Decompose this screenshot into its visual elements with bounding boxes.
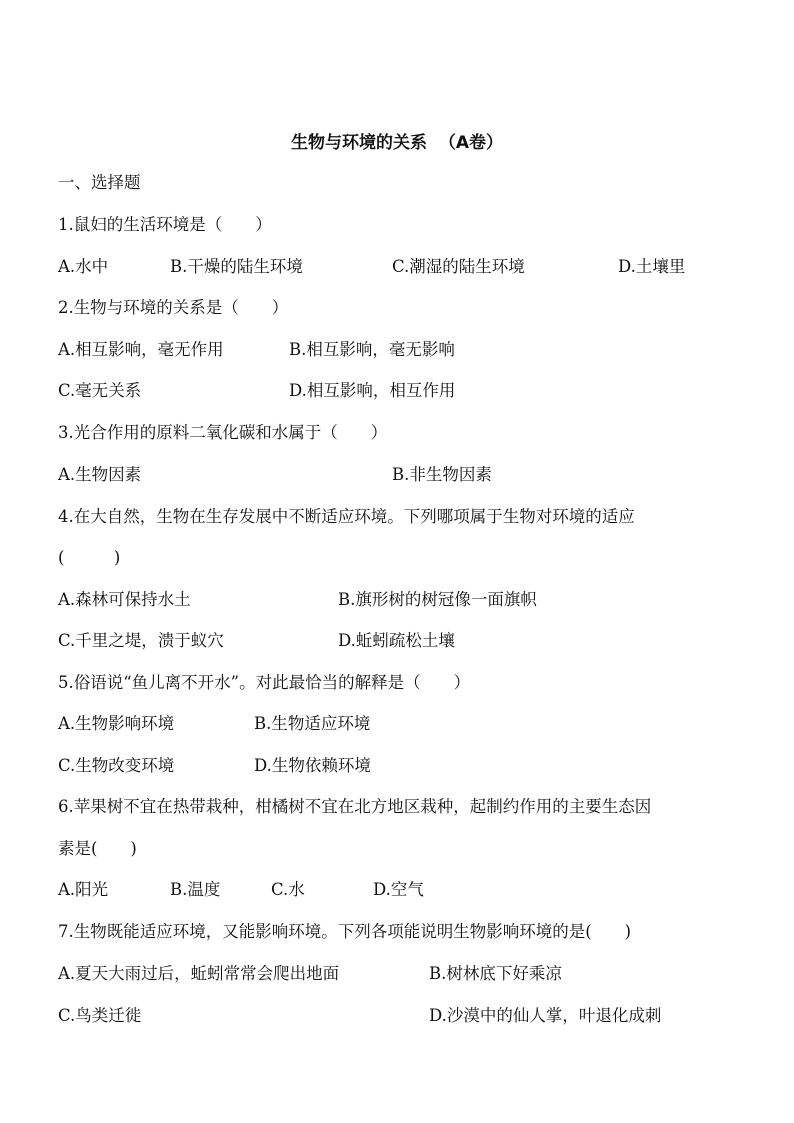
option-a: A.水中 [58, 257, 109, 276]
option-b: B.温度 [170, 880, 221, 899]
option-b: B.相互影响，毫无影响 [289, 340, 455, 359]
option-a: A.生物影响环境 [58, 714, 175, 733]
option-a: A.相互影响，毫无作用 [58, 340, 224, 359]
option-c: C.水 [271, 880, 305, 899]
option-b: B.非生物因素 [392, 465, 492, 484]
question-5-stem: 5.俗语说“鱼儿离不开水”。对此最恰当的解释是（ ） [58, 673, 471, 692]
option-c: C.千里之堤，溃于蚁穴 [58, 631, 224, 650]
option-d: D.空气 [373, 880, 424, 899]
option-a: A.阳光 [58, 880, 109, 899]
question-4-stem: 4.在大自然，生物在生存发展中不断适应环境。下列哪项属于生物对环境的适应 [58, 507, 635, 526]
question-6-stem: 6.苹果树不宜在热带栽种，柑橘树不宜在北方地区栽种，起制约作用的主要生态因 [58, 797, 652, 816]
question-2-stem: 2.生物与环境的关系是（ ） [58, 298, 289, 317]
option-a: A.生物因素 [58, 465, 142, 484]
option-a: A.夏天大雨过后，蚯蚓常常会爬出地面 [58, 964, 340, 983]
option-b: B.干燥的陆生环境 [170, 257, 303, 276]
option-b: B.旗形树的树冠像一面旗帜 [338, 590, 537, 609]
question-7-stem: 7.生物既能适应环境，又能影响环境。下列各项能说明生物影响环境的是( ) [58, 922, 632, 941]
option-c: C.潮湿的陆生环境 [392, 257, 525, 276]
question-3-stem: 3.光合作用的原料二氧化碳和水属于（ ） [58, 423, 388, 442]
question-6-stem-continuation: 素是( ) [58, 839, 137, 858]
option-c: C.毫无关系 [58, 381, 142, 400]
option-d: D.土壤里 [618, 257, 686, 276]
option-d: D.沙漠中的仙人掌，叶退化成刺 [429, 1006, 662, 1025]
question-4-stem-continuation: ( ) [58, 548, 121, 567]
option-d: D.相互影响，相互作用 [289, 381, 456, 400]
option-b: B.生物适应环境 [254, 714, 371, 733]
option-c: C.鸟类迁徙 [58, 1006, 142, 1025]
page-title: 生物与环境的关系 （A卷） [291, 133, 503, 153]
question-1-stem: 1.鼠妇的生活环境是（ ） [58, 215, 272, 234]
option-b: B.树林底下好乘凉 [429, 964, 562, 983]
section-heading: 一、选择题 [58, 173, 141, 192]
option-c: C.生物改变环境 [58, 756, 175, 775]
option-a: A.森林可保持水土 [58, 590, 191, 609]
option-d: D.生物依赖环境 [254, 756, 371, 775]
option-d: D.蚯蚓疏松土壤 [338, 631, 455, 650]
